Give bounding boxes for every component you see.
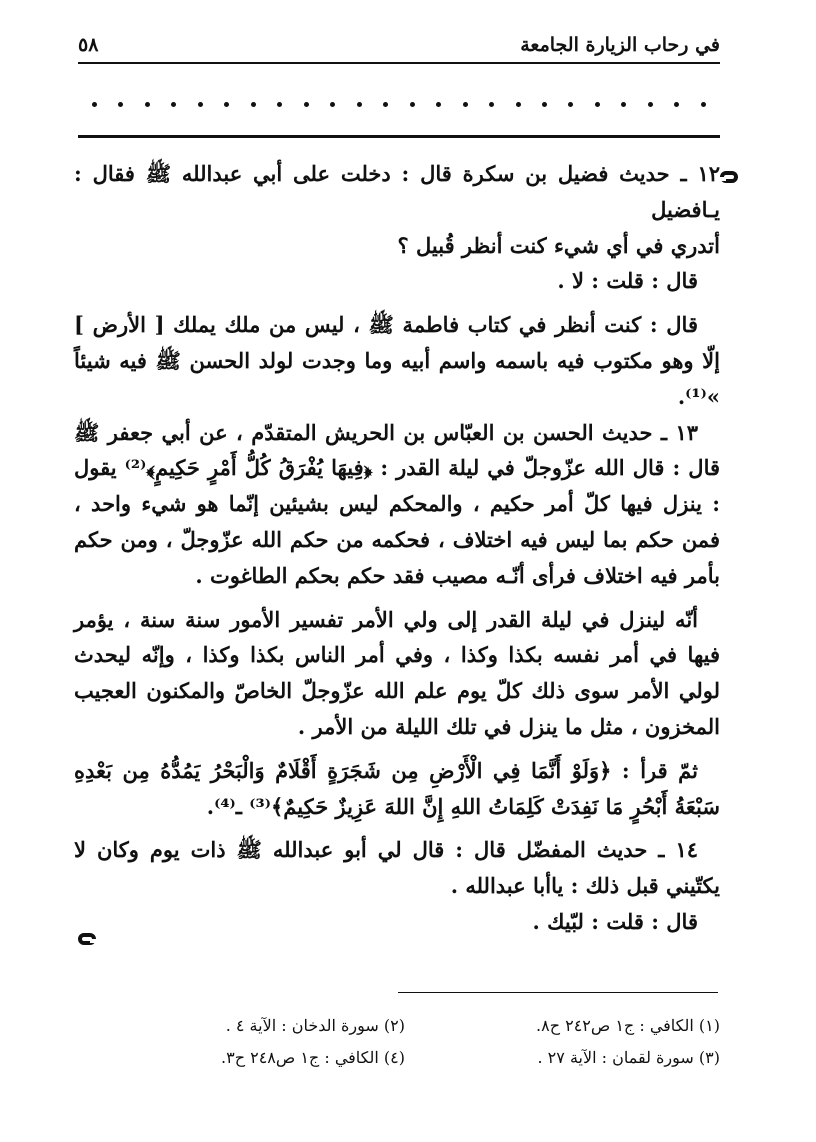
- footnotes: [150, 1010, 720, 1074]
- dot: [701, 102, 706, 107]
- dot: [568, 102, 573, 107]
- paragraph-fatima-book: قال : كنت أنظر في كتاب فاطمة ﷺ ، ليس من ملك يملك [ الأرض ] إلّا وهو مكتوب فيه باسمه واسم أبيه وما وجدت لولد الحسن ﷺ فيه شيئاً »⁽¹⁾.: [74, 312, 720, 409]
- dot: [674, 102, 679, 107]
- dot: [595, 102, 600, 107]
- dot: [171, 102, 176, 107]
- paragraph-quran-verse: ثمّ قرأ : ﴿وَلَوْ أَنَّمَا فِي الْأَرْضِ مِن شَجَرَةٍ أَقْلَامٌ وَالْبَحْرُ يَمُدُّهُ مِن بَعْدِهِ سَبْعَةُ أَبْحُرٍ مَا نَفِدَتْ كَلِمَاتُ اللهِ إِنَّ اللهَ عَزِيزٌ حَكِيمٌ﴾⁽³⁾ ـ⁽⁴⁾.: [74, 757, 720, 819]
- dot: [648, 102, 653, 107]
- page-number: ٥٨: [78, 34, 99, 56]
- running-title: في رحاب الزيارة الجامعة: [520, 34, 720, 56]
- paragraph-hadith-13: ١٣ ـ حديث الحسن بن العبّاس بن الحريش المتقدّم ، عن أبي جعفر ﷺ قال : قال الله عزّوجلّ في ليلة القدر : ﴿فِيهَا يُفْرَقُ كُلُّ أَمْرٍ حَكِيمٍ﴾⁽²⁾ يقول : ينزل فيها كلّ أمر حكيم ، والمحكم ليس بشيئين إنّما هو شيء واحد ، فمن حكم بما ليس فيه اختلاف ، فحكمه من حكم الله عزّوجلّ ، ومن حكم بأمر فيه اختلاف فرأى أنّـه مصيب فقد حكم بحكم الطاغوت .: [74, 419, 720, 588]
- section-end-marker-icon: [78, 933, 96, 945]
- paragraph-hadith-12-line1: ١٢ ـ حديث فضيل بن سكرة قال : دخلت على أبي عبدالله ﷺ فقال : يـافضيل: [74, 161, 720, 222]
- dotted-separator: [92, 92, 706, 116]
- footnote-1: (١) الكافي : ج١ ص٢٤٢ ح٨.: [536, 1016, 720, 1035]
- paragraph-gap: [74, 594, 720, 602]
- paragraph-gap: [74, 299, 720, 307]
- paragraph-gap: [74, 824, 720, 832]
- dot: [383, 102, 388, 107]
- header-rule: [78, 62, 720, 64]
- dot: [224, 102, 229, 107]
- dot: [198, 102, 203, 107]
- section-rule: [78, 135, 720, 138]
- paragraph-laylat-al-qadr: أنّه لينزل في ليلة القدر إلى ولي الأمر تفسير الأمور سنة سنة ، يؤمر فيها في أمر نفسه بكذا وكذا ، وفي أمر الناس بكذا وكذا ، وإنّه ليحدث لولي الأمر سوى ذلك كلّ يوم علم الله عزّوجلّ الخاصّ والمكنون العجيب المخزون ، مثل ما ينزل في تلك الليلة من الأمر .: [74, 606, 720, 739]
- dot: [304, 102, 309, 107]
- paragraph-gap: [74, 745, 720, 753]
- dot: [621, 102, 626, 107]
- page-header: [78, 28, 720, 62]
- footnote-rule: [398, 992, 718, 993]
- dot: [542, 102, 547, 107]
- body-text: [74, 156, 720, 940]
- dot: [357, 102, 362, 107]
- paragraph-reply: قال : قلت : لا .: [557, 268, 698, 294]
- dot: [489, 102, 494, 107]
- dot: [516, 102, 521, 107]
- section-start-marker-icon: [720, 171, 738, 183]
- dot: [145, 102, 150, 107]
- dot: [463, 102, 468, 107]
- paragraph-hadith-12-line2: أتدري في أي شيء كنت أنظر قُبيل ؟: [397, 232, 720, 258]
- dot: [436, 102, 441, 107]
- dot: [118, 102, 123, 107]
- paragraph-hadith-14: ١٤ ـ حديث المفضّل قال : قال لي أبو عبدالله ﷺ ذات يوم وكان لا يكتّيني قبل ذلك : ياأبا عبدالله .: [74, 837, 720, 899]
- footnote-3: (٣) سورة لقمان : الآية ٢٧ .: [537, 1048, 720, 1067]
- dot: [92, 102, 97, 107]
- footnote-4: (٤) الكافي : ج١ ص٢٤٨ ح٣.: [221, 1048, 405, 1067]
- footnote-2: (٢) سورة الدخان : الآية ٤ .: [225, 1016, 405, 1035]
- dot: [277, 102, 282, 107]
- dot: [410, 102, 415, 107]
- dot: [330, 102, 335, 107]
- dot: [251, 102, 256, 107]
- paragraph-reply-labbayk: قال : قلت : لبّيك .: [532, 908, 698, 934]
